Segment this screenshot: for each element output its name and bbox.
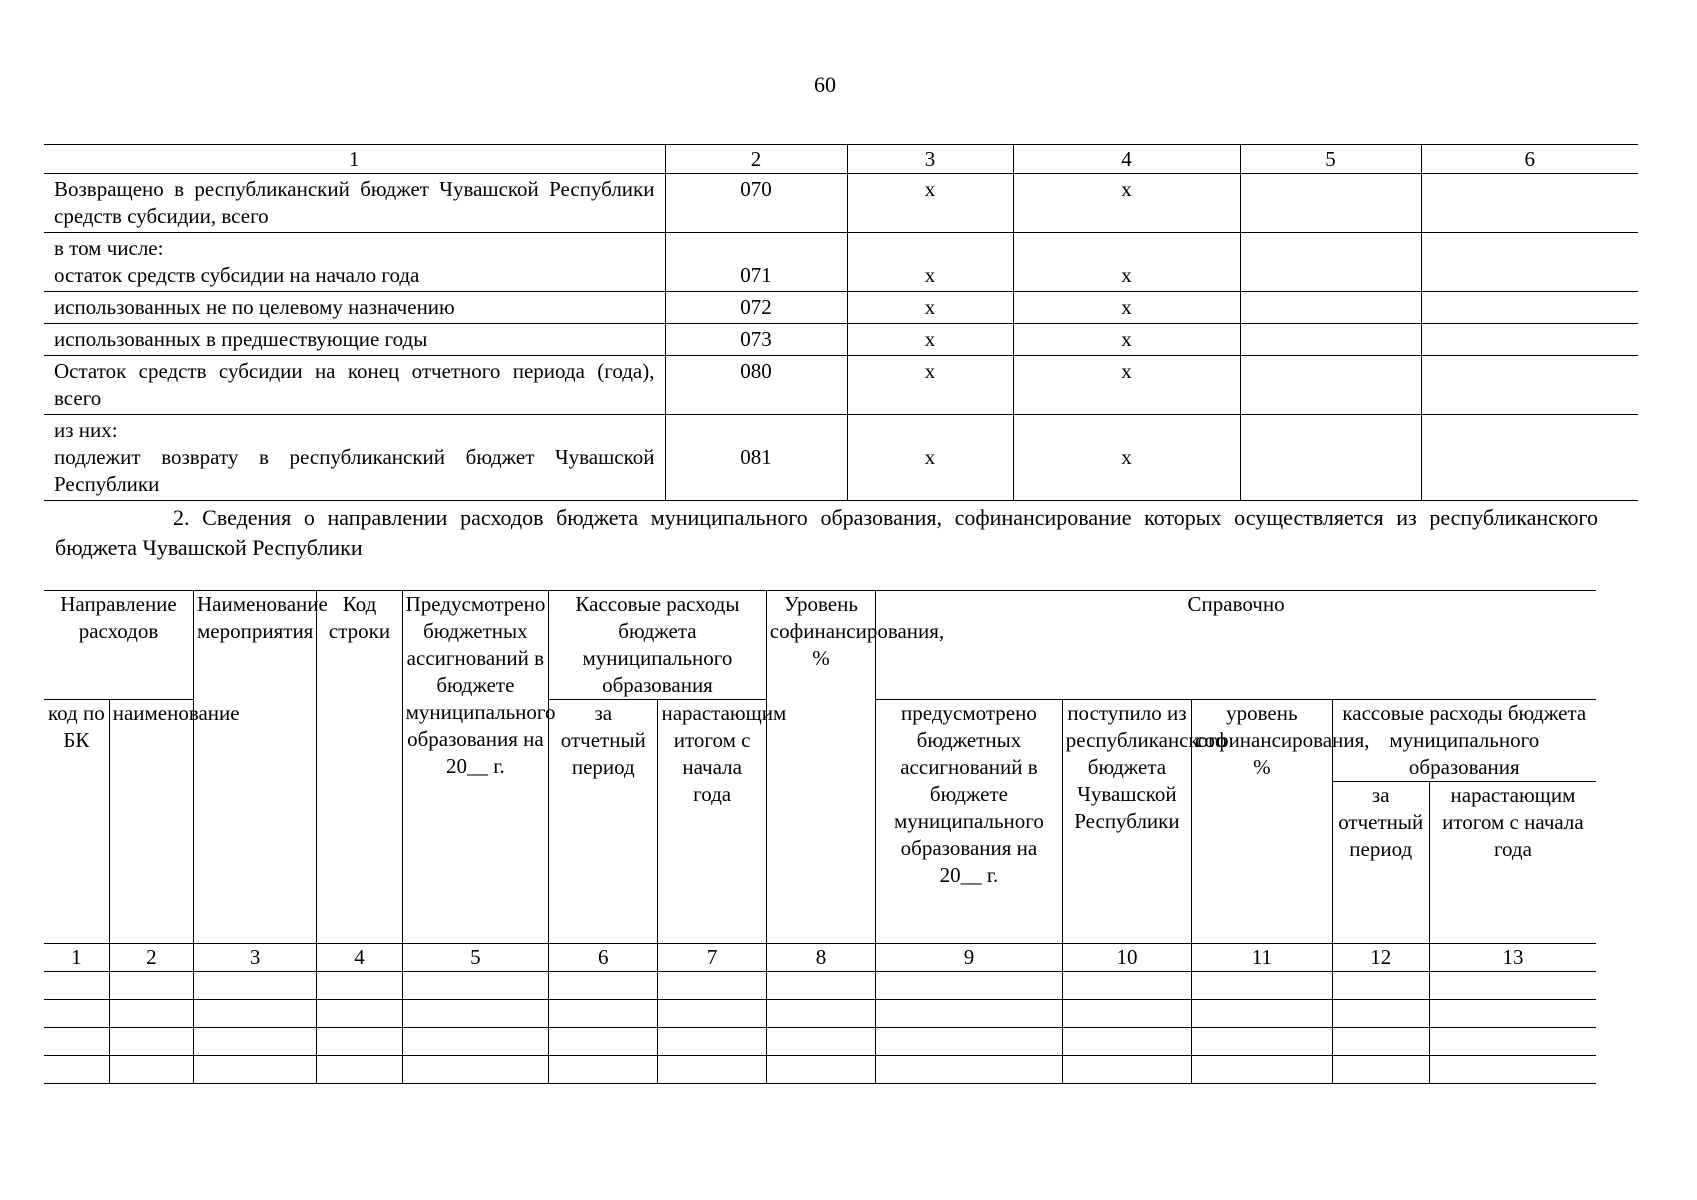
- cell-value: [1421, 324, 1638, 356]
- cell-value: x: [847, 174, 1013, 233]
- column-number: 7: [658, 944, 766, 972]
- section-title: 2. Сведения о направлении расходов бюджета муниципального образования, софинансирование которых осуществляется из республиканского бюджета Чувашской Республики: [55, 505, 1598, 560]
- cell-value: [1421, 233, 1638, 292]
- empty-cell[interactable]: [1332, 1028, 1429, 1056]
- cell-value: [1240, 415, 1421, 501]
- empty-cell[interactable]: [193, 1056, 316, 1084]
- empty-cell[interactable]: [317, 1028, 402, 1056]
- cell-value: x: [1013, 415, 1240, 501]
- empty-cell[interactable]: [193, 1000, 316, 1028]
- cell-value: [1421, 415, 1638, 501]
- cell-value: x: [1013, 356, 1240, 415]
- empty-cell[interactable]: [1062, 1056, 1191, 1084]
- header-planned: Предусмотрено бюджетных ассигнований в бюджете муниципального образования на 20__ г.: [402, 591, 548, 944]
- empty-cell[interactable]: [402, 1028, 548, 1056]
- blank-row: [44, 972, 1596, 1000]
- cell-value: x: [847, 292, 1013, 324]
- cell-value: x: [847, 324, 1013, 356]
- empty-cell[interactable]: [549, 972, 658, 1000]
- column-number: 1: [44, 145, 665, 174]
- cell-value: [1421, 356, 1638, 415]
- empty-cell[interactable]: [549, 1056, 658, 1084]
- row-label-cell: [44, 415, 665, 501]
- empty-cell[interactable]: [193, 1028, 316, 1056]
- cell-value: x: [1013, 292, 1240, 324]
- column-number: 12: [1332, 944, 1429, 972]
- header-ref-cash-cumulative: нарастающим итогом с начала года: [1429, 782, 1596, 944]
- empty-cell[interactable]: [658, 1028, 766, 1056]
- row-label-prefix: в том числе:: [54, 236, 164, 260]
- cell-value: x: [847, 356, 1013, 415]
- column-number: 6: [1421, 145, 1638, 174]
- table-row: [44, 233, 1638, 292]
- empty-cell[interactable]: [1062, 972, 1191, 1000]
- row-label: использованных не по целевому назначению: [44, 292, 665, 324]
- empty-cell[interactable]: [317, 1000, 402, 1028]
- table-row: [44, 415, 1638, 501]
- column-number: 9: [876, 944, 1063, 972]
- cell-value: [1421, 174, 1638, 233]
- empty-cell[interactable]: [1062, 1000, 1191, 1028]
- empty-cell[interactable]: [549, 1000, 658, 1028]
- empty-cell[interactable]: [1062, 1028, 1191, 1056]
- column-number: 4: [1013, 145, 1240, 174]
- column-number: 2: [109, 944, 193, 972]
- empty-cell[interactable]: [44, 1028, 109, 1056]
- table-header-row: [44, 145, 1638, 174]
- empty-cell[interactable]: [317, 1056, 402, 1084]
- row-label-cell: [44, 233, 665, 292]
- empty-cell[interactable]: [1429, 972, 1596, 1000]
- empty-cell[interactable]: [109, 1056, 193, 1084]
- empty-cell[interactable]: [1332, 1000, 1429, 1028]
- empty-cell[interactable]: [109, 972, 193, 1000]
- column-number: 11: [1192, 944, 1332, 972]
- column-number: 10: [1062, 944, 1191, 972]
- header-ref-level: уровень софинансирования, %: [1192, 700, 1332, 944]
- subsidy-balance-table: [44, 144, 1638, 501]
- header-cofinancing-level: Уровень софинансирования, %: [766, 591, 875, 944]
- column-numbers-row: [44, 944, 1596, 972]
- cell-value: x: [847, 415, 1013, 501]
- header-ref-cash-period: за отчетный период: [1332, 782, 1429, 944]
- header-cash-cumulative: нарастающим итогом с начала года: [658, 700, 766, 944]
- cell-value: x: [1013, 324, 1240, 356]
- empty-cell[interactable]: [658, 1000, 766, 1028]
- row-code: 072: [665, 292, 847, 324]
- column-number: 6: [549, 944, 658, 972]
- empty-cell[interactable]: [402, 1000, 548, 1028]
- empty-cell[interactable]: [658, 972, 766, 1000]
- row-code: 071: [665, 233, 847, 292]
- row-label: Возвращено в республиканский бюджет Чувашской Республики средств субсидии, всего: [44, 174, 665, 233]
- header-reference: Справочно: [876, 591, 1596, 700]
- empty-cell[interactable]: [876, 1000, 1063, 1028]
- row-label-prefix: из них:: [54, 418, 118, 442]
- empty-cell[interactable]: [1429, 1028, 1596, 1056]
- blank-row: [44, 1056, 1596, 1084]
- row-code: 081: [665, 415, 847, 501]
- cell-value: x: [847, 233, 1013, 292]
- row-code: 070: [665, 174, 847, 233]
- header-ref-planned: предусмотрено бюджетных ассигнований в бюджете муниципального образования на 20__ г.: [876, 700, 1063, 944]
- empty-cell[interactable]: [317, 972, 402, 1000]
- cell-value: [1240, 174, 1421, 233]
- row-code: 073: [665, 324, 847, 356]
- header-event-name: Наименование мероприятия: [193, 591, 316, 944]
- empty-cell[interactable]: [109, 1028, 193, 1056]
- blank-row: [44, 1000, 1596, 1028]
- empty-cell[interactable]: [1429, 1000, 1596, 1028]
- empty-cell[interactable]: [402, 1056, 548, 1084]
- empty-cell[interactable]: [1192, 972, 1332, 1000]
- table-row: [44, 324, 1638, 356]
- empty-cell[interactable]: [109, 1000, 193, 1028]
- column-number: 8: [766, 944, 875, 972]
- table-row: [44, 356, 1638, 415]
- empty-cell[interactable]: [1332, 972, 1429, 1000]
- header-ref-received: поступило из республиканского бюджета Чувашской Республики: [1062, 700, 1191, 944]
- column-number: 3: [193, 944, 316, 972]
- table-row: [44, 174, 1638, 233]
- empty-cell[interactable]: [876, 1056, 1063, 1084]
- empty-cell[interactable]: [402, 972, 548, 1000]
- cell-value: [1240, 292, 1421, 324]
- column-number: 5: [1240, 145, 1421, 174]
- column-number: 1: [44, 944, 109, 972]
- row-label: остаток средств субсидии на начало года: [54, 263, 420, 287]
- empty-cell[interactable]: [876, 972, 1063, 1000]
- empty-cell[interactable]: [44, 972, 109, 1000]
- empty-cell[interactable]: [44, 1056, 109, 1084]
- column-number: 13: [1429, 944, 1596, 972]
- empty-cell[interactable]: [766, 972, 875, 1000]
- cell-value: [1240, 324, 1421, 356]
- empty-cell[interactable]: [1192, 1028, 1332, 1056]
- column-number: 3: [847, 145, 1013, 174]
- column-number: 4: [317, 944, 402, 972]
- header-direction-name: наименование: [109, 700, 193, 944]
- empty-cell[interactable]: [1332, 1056, 1429, 1084]
- cell-value: x: [1013, 174, 1240, 233]
- empty-cell[interactable]: [193, 972, 316, 1000]
- empty-cell[interactable]: [1429, 1056, 1596, 1084]
- cell-value: [1240, 356, 1421, 415]
- empty-cell[interactable]: [1192, 1000, 1332, 1028]
- column-number: 2: [665, 145, 847, 174]
- empty-cell[interactable]: [549, 1028, 658, 1056]
- empty-cell[interactable]: [766, 1028, 875, 1056]
- table-row: [44, 292, 1638, 324]
- column-number: 5: [402, 944, 548, 972]
- row-code: 080: [665, 356, 847, 415]
- empty-cell[interactable]: [658, 1056, 766, 1084]
- cell-value: [1240, 233, 1421, 292]
- page-number: 60: [814, 72, 836, 97]
- header-cash-expenses: Кассовые расходы бюджета муниципального образования: [549, 591, 767, 700]
- header-ref-cash: кассовые расходы бюджета муниципального образования: [1332, 700, 1596, 782]
- blank-row: [44, 1028, 1596, 1056]
- expenditure-directions-table: [44, 590, 1596, 1084]
- empty-cell[interactable]: [876, 1028, 1063, 1056]
- cell-value: x: [1013, 233, 1240, 292]
- header-row-code: Код строки: [317, 591, 402, 944]
- cell-value: [1421, 292, 1638, 324]
- empty-cell[interactable]: [44, 1000, 109, 1028]
- row-label: подлежит возврату в республиканский бюджет Чувашской Республики: [54, 445, 655, 496]
- row-label: использованных в предшествующие годы: [44, 324, 665, 356]
- empty-cell[interactable]: [1192, 1056, 1332, 1084]
- header-cash-period: за отчетный период: [549, 700, 658, 944]
- empty-cell[interactable]: [766, 1000, 875, 1028]
- header-direction: Направление расходов: [44, 591, 193, 700]
- empty-cell[interactable]: [766, 1056, 875, 1084]
- header-kod-bk: код по БК: [44, 700, 109, 944]
- table-header-row: [44, 591, 1596, 700]
- row-label: Остаток средств субсидии на конец отчетного периода (года), всего: [44, 356, 665, 415]
